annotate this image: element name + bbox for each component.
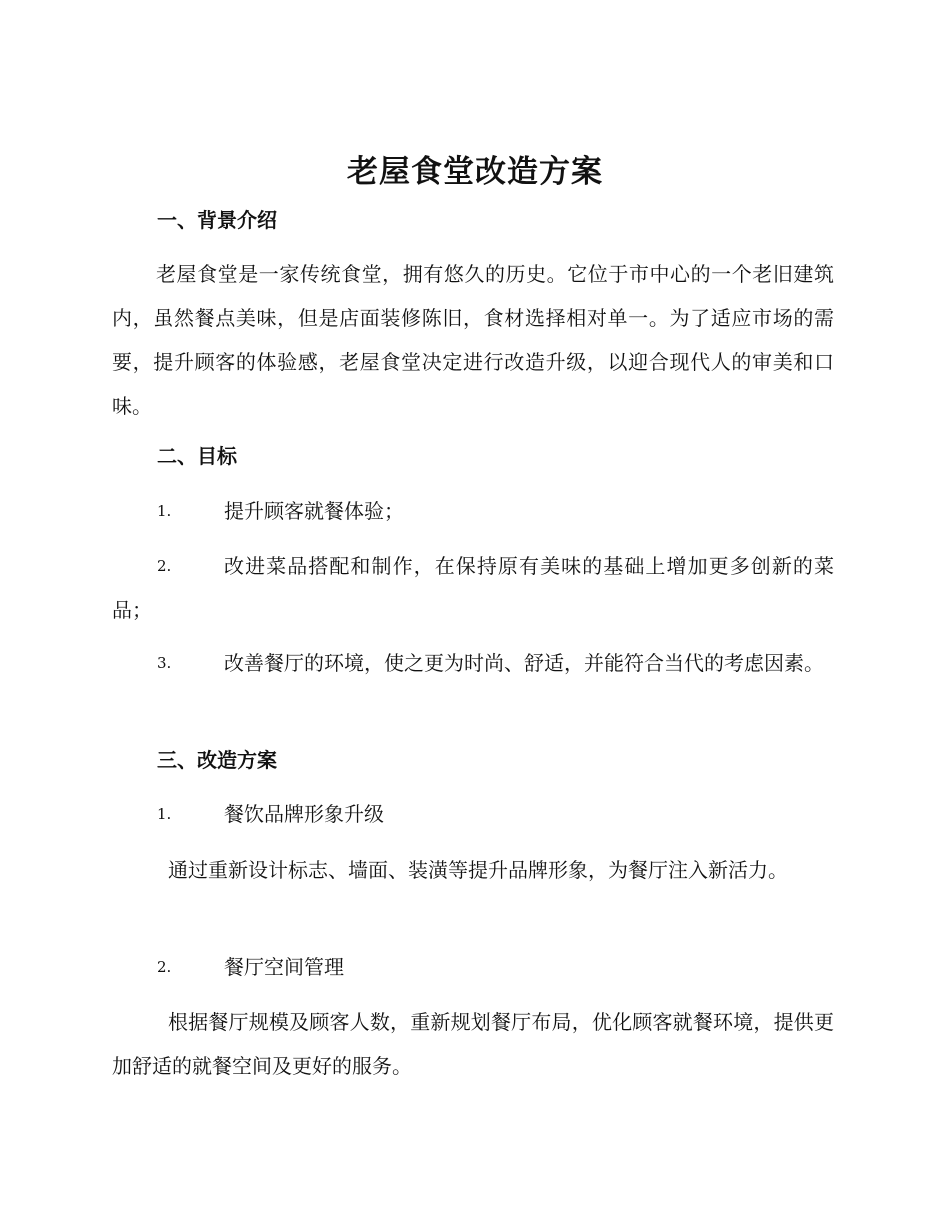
plan-item-title: 餐厅空间管理 xyxy=(224,955,344,979)
section-heading-goals: 二、目标 xyxy=(157,444,237,468)
plan-item-title: 餐饮品牌形象升级 xyxy=(224,802,384,826)
document-title: 老屋食堂改造方案 xyxy=(347,154,603,190)
plan-item-description: 通过重新设计标志、墙面、装潢等提升品牌形象，为餐厅注入新活力。 xyxy=(168,858,788,882)
plan-item xyxy=(112,792,834,836)
section-heading-background: 一、背景介绍 xyxy=(157,208,277,232)
plan-item-number: 2. xyxy=(157,958,172,976)
goal-item-number: 2. xyxy=(157,557,172,575)
goal-item-number: 1. xyxy=(157,502,172,520)
goal-item xyxy=(112,641,834,685)
goal-item-text: 改善餐厅的环境，使之更为时尚、舒适，并能符合当代的考虑因素。 xyxy=(224,651,824,675)
plan-item-description: 根据餐厅规模及顾客人数，重新规划餐厅布局，优化顾客就餐环境，提供更加舒适的就餐空间及更好的服务。 xyxy=(112,1010,834,1078)
goal-item-number: 3. xyxy=(157,654,172,672)
goal-item-text: 提升顾客就餐体验； xyxy=(224,499,404,523)
plan-item-number: 1. xyxy=(157,805,172,823)
background-paragraph: 老屋食堂是一家传统食堂，拥有悠久的历史。它位于市中心的一个老旧建筑内，虽然餐点美味，但是店面装修陈旧，食材选择相对单一。为了适应市场的需要，提升顾客的体验感，老屋食堂决定进行改造升级，以迎合现代人的审美和口味。 xyxy=(112,262,834,418)
goal-item xyxy=(112,544,834,632)
plan-item xyxy=(112,945,834,989)
goal-item xyxy=(112,489,834,533)
goal-item-text: 改进菜品搭配和制作，在保持原有美味的基础上增加更多创新的菜品； xyxy=(112,554,834,622)
section-heading-plan: 三、改造方案 xyxy=(157,748,277,772)
